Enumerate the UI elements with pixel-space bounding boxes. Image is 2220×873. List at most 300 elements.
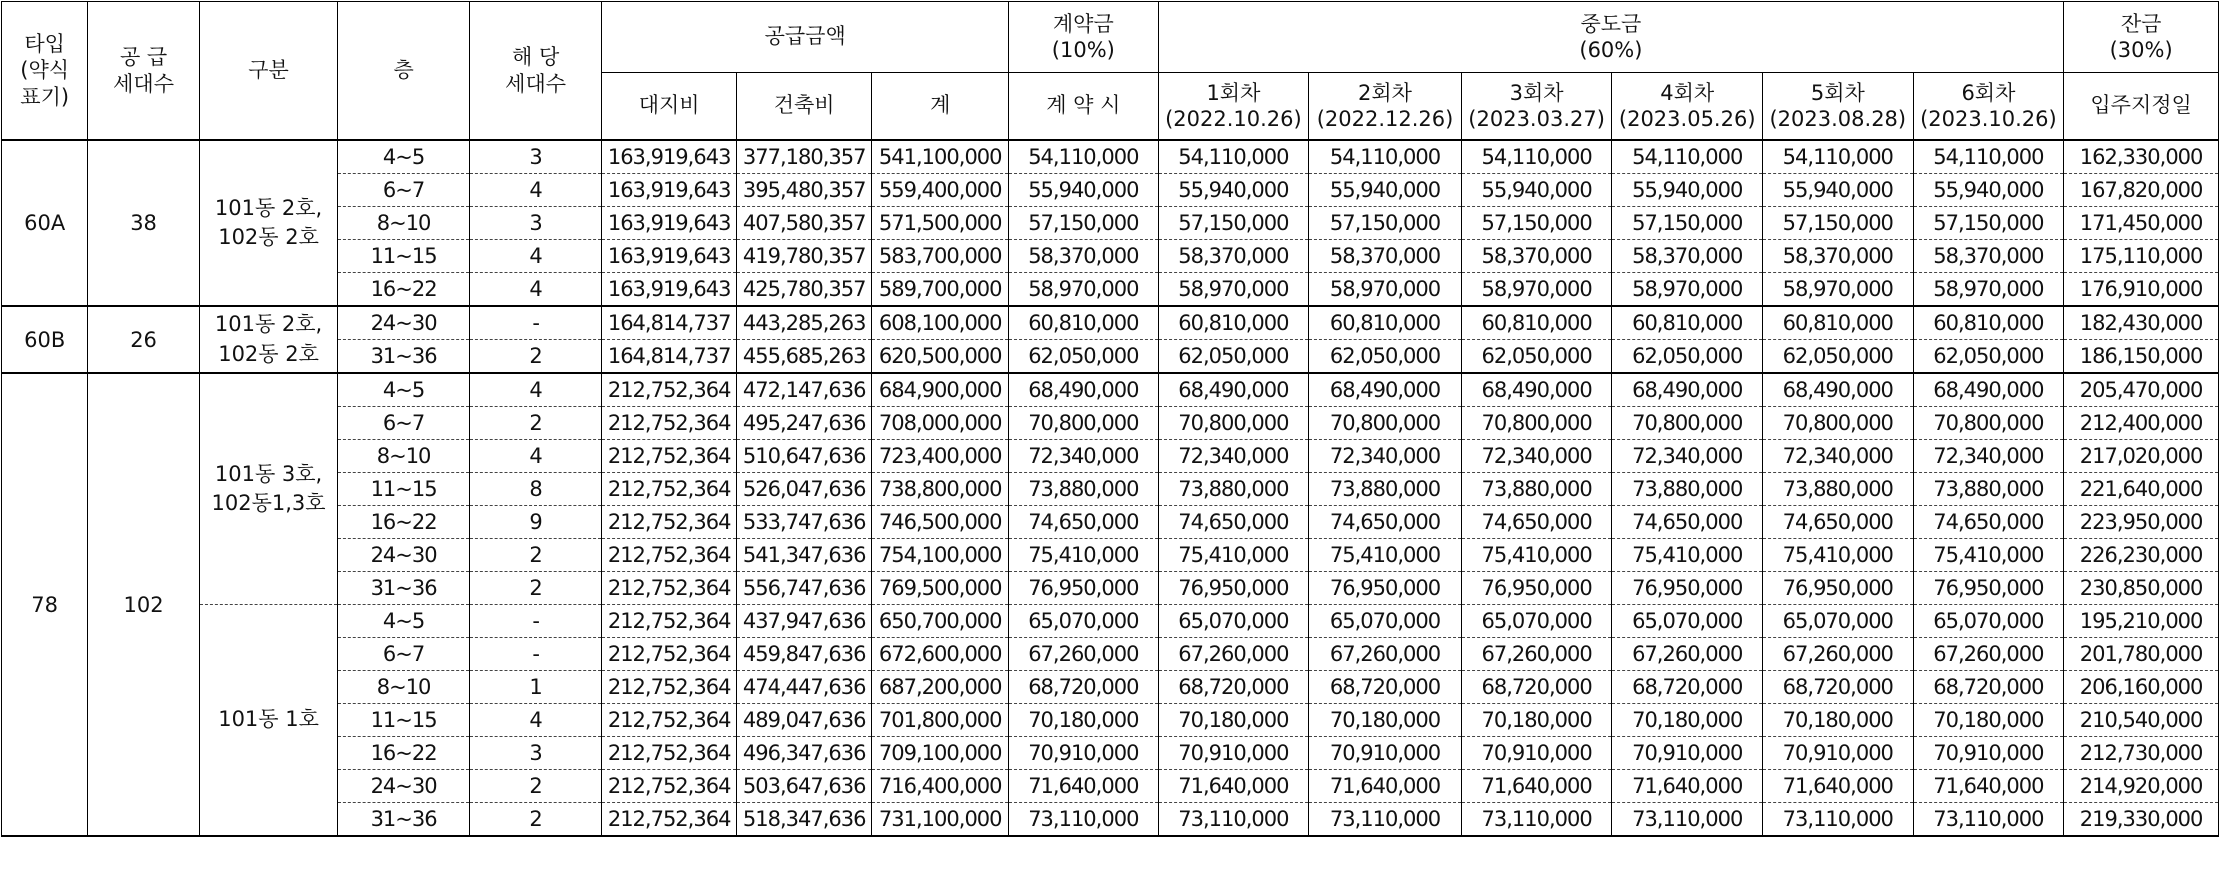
cell-installment-4: 55,940,000 [1612,174,1763,207]
cell-installment-4: 70,180,000 [1612,704,1763,737]
header-installment-4: 4회차 (2023.05.26) [1612,73,1763,141]
header-supply-price: 공급금액 [602,2,1009,73]
cell-installment-6: 74,650,000 [1913,506,2064,539]
cell-installment-2: 76,950,000 [1309,572,1462,605]
cell-installment-1: 70,800,000 [1158,407,1309,440]
cell-installment-6: 76,950,000 [1913,572,2064,605]
cell-installment-6: 65,070,000 [1913,605,2064,638]
cell-installment-2: 55,940,000 [1309,174,1462,207]
cell-type: 60B [2,306,88,373]
cell-land: 212,752,364 [602,803,737,837]
cell-floor: 16~22 [338,273,470,307]
cell-installment-1: 65,070,000 [1158,605,1309,638]
cell-installment-3: 68,490,000 [1461,373,1612,407]
cell-land: 212,752,364 [602,539,737,572]
cell-installment-3: 76,950,000 [1461,572,1612,605]
cell-land: 212,752,364 [602,473,737,506]
header-division: 구분 [199,2,338,141]
cell-installment-1: 68,490,000 [1158,373,1309,407]
cell-installment-3: 71,640,000 [1461,770,1612,803]
cell-building: 533,747,636 [736,506,872,539]
table-row [2,373,2219,407]
cell-land: 212,752,364 [602,770,737,803]
cell-installment-6: 60,810,000 [1913,306,2064,340]
cell-floor: 16~22 [338,506,470,539]
cell-installment-1: 74,650,000 [1158,506,1309,539]
cell-total: 754,100,000 [872,539,1009,572]
cell-installment-1: 55,940,000 [1158,174,1309,207]
cell-contract: 74,650,000 [1009,506,1159,539]
cell-contract: 70,910,000 [1009,737,1159,770]
cell-division: 101동 1호 [199,605,338,837]
cell-supply-units: 38 [88,140,199,306]
cell-installment-2: 62,050,000 [1309,340,1462,374]
cell-division: 101동 3호, 102동1,3호 [199,373,338,605]
cell-balance: 230,850,000 [2064,572,2219,605]
cell-installment-5: 68,490,000 [1763,373,1914,407]
cell-installment-6: 62,050,000 [1913,340,2064,374]
header-units: 해 당 세대수 [469,2,602,141]
cell-building: 495,247,636 [736,407,872,440]
cell-installment-2: 73,880,000 [1309,473,1462,506]
cell-installment-5: 68,720,000 [1763,671,1914,704]
cell-units: 3 [469,737,602,770]
cell-floor: 6~7 [338,407,470,440]
cell-floor: 4~5 [338,605,470,638]
cell-installment-5: 73,110,000 [1763,803,1914,837]
cell-building: 526,047,636 [736,473,872,506]
cell-balance: 223,950,000 [2064,506,2219,539]
cell-land: 212,752,364 [602,671,737,704]
cell-land: 212,752,364 [602,572,737,605]
cell-contract: 68,720,000 [1009,671,1159,704]
cell-installment-2: 68,490,000 [1309,373,1462,407]
cell-land: 163,919,643 [602,207,737,240]
cell-building: 472,147,636 [736,373,872,407]
cell-installment-6: 58,370,000 [1913,240,2064,273]
cell-units: 2 [469,572,602,605]
cell-installment-5: 60,810,000 [1763,306,1914,340]
cell-installment-1: 73,880,000 [1158,473,1309,506]
header-contract-when: 계 약 시 [1009,73,1159,141]
cell-installment-4: 72,340,000 [1612,440,1763,473]
cell-installment-3: 58,370,000 [1461,240,1612,273]
cell-floor: 31~36 [338,340,470,374]
cell-contract: 76,950,000 [1009,572,1159,605]
price-table [1,1,2219,837]
table-row [2,306,2219,340]
cell-installment-6: 57,150,000 [1913,207,2064,240]
cell-units: 1 [469,671,602,704]
cell-contract: 55,940,000 [1009,174,1159,207]
cell-total: 620,500,000 [872,340,1009,374]
cell-units: 8 [469,473,602,506]
cell-installment-2: 71,640,000 [1309,770,1462,803]
cell-building: 459,847,636 [736,638,872,671]
cell-units: 2 [469,803,602,837]
header-installment-5: 5회차 (2023.08.28) [1763,73,1914,141]
cell-contract: 67,260,000 [1009,638,1159,671]
cell-balance: 212,730,000 [2064,737,2219,770]
cell-contract: 58,370,000 [1009,240,1159,273]
cell-installment-5: 54,110,000 [1763,140,1914,174]
cell-floor: 6~7 [338,174,470,207]
cell-floor: 6~7 [338,638,470,671]
cell-land: 212,752,364 [602,704,737,737]
cell-installment-2: 70,180,000 [1309,704,1462,737]
cell-land: 212,752,364 [602,373,737,407]
cell-building: 437,947,636 [736,605,872,638]
cell-balance: 212,400,000 [2064,407,2219,440]
cell-balance: 182,430,000 [2064,306,2219,340]
cell-installment-1: 60,810,000 [1158,306,1309,340]
cell-installment-2: 72,340,000 [1309,440,1462,473]
cell-installment-1: 75,410,000 [1158,539,1309,572]
cell-installment-4: 75,410,000 [1612,539,1763,572]
cell-floor: 8~10 [338,440,470,473]
cell-installment-5: 70,180,000 [1763,704,1914,737]
cell-installment-4: 76,950,000 [1612,572,1763,605]
header-middle: 중도금 (60%) [1158,2,2064,73]
cell-installment-3: 74,650,000 [1461,506,1612,539]
cell-units: 2 [469,770,602,803]
cell-units: - [469,605,602,638]
cell-installment-1: 62,050,000 [1158,340,1309,374]
cell-units: 2 [469,539,602,572]
cell-installment-5: 70,800,000 [1763,407,1914,440]
cell-units: - [469,638,602,671]
cell-building: 419,780,357 [736,240,872,273]
cell-contract: 57,150,000 [1009,207,1159,240]
cell-installment-6: 70,180,000 [1913,704,2064,737]
cell-floor: 8~10 [338,671,470,704]
cell-installment-3: 75,410,000 [1461,539,1612,572]
cell-contract: 62,050,000 [1009,340,1159,374]
cell-building: 377,180,357 [736,140,872,174]
cell-floor: 24~30 [338,306,470,340]
cell-total: 687,200,000 [872,671,1009,704]
cell-installment-5: 58,370,000 [1763,240,1914,273]
header-building: 건축비 [736,73,872,141]
cell-installment-4: 70,910,000 [1612,737,1763,770]
cell-floor: 31~36 [338,803,470,837]
cell-units: 9 [469,506,602,539]
cell-installment-2: 68,720,000 [1309,671,1462,704]
cell-floor: 11~15 [338,240,470,273]
cell-installment-4: 62,050,000 [1612,340,1763,374]
cell-installment-2: 73,110,000 [1309,803,1462,837]
cell-installment-1: 70,180,000 [1158,704,1309,737]
table-body [2,140,2219,836]
cell-installment-1: 72,340,000 [1158,440,1309,473]
cell-units: 2 [469,340,602,374]
cell-installment-2: 67,260,000 [1309,638,1462,671]
cell-installment-1: 67,260,000 [1158,638,1309,671]
cell-installment-6: 73,880,000 [1913,473,2064,506]
header-contract: 계약금 (10%) [1009,2,1159,73]
cell-contract: 71,640,000 [1009,770,1159,803]
cell-installment-5: 74,650,000 [1763,506,1914,539]
cell-installment-6: 55,940,000 [1913,174,2064,207]
header-supply-units: 공 급 세대수 [88,2,199,141]
cell-supply-units: 26 [88,306,199,373]
cell-units: 4 [469,704,602,737]
cell-installment-3: 73,110,000 [1461,803,1612,837]
cell-installment-4: 70,800,000 [1612,407,1763,440]
cell-building: 541,347,636 [736,539,872,572]
cell-contract: 73,110,000 [1009,803,1159,837]
cell-total: 571,500,000 [872,207,1009,240]
cell-total: 716,400,000 [872,770,1009,803]
cell-building: 474,447,636 [736,671,872,704]
cell-balance: 175,110,000 [2064,240,2219,273]
cell-units: 3 [469,207,602,240]
cell-total: 583,700,000 [872,240,1009,273]
cell-land: 212,752,364 [602,737,737,770]
cell-installment-5: 70,910,000 [1763,737,1914,770]
cell-installment-3: 60,810,000 [1461,306,1612,340]
cell-installment-2: 58,370,000 [1309,240,1462,273]
cell-contract: 70,180,000 [1009,704,1159,737]
cell-division: 101동 2호, 102동 2호 [199,306,338,373]
cell-units: 2 [469,407,602,440]
cell-land: 212,752,364 [602,440,737,473]
cell-floor: 16~22 [338,737,470,770]
cell-installment-4: 68,720,000 [1612,671,1763,704]
cell-installment-3: 57,150,000 [1461,207,1612,240]
cell-installment-6: 73,110,000 [1913,803,2064,837]
cell-installment-4: 58,370,000 [1612,240,1763,273]
cell-contract: 73,880,000 [1009,473,1159,506]
cell-floor: 11~15 [338,473,470,506]
cell-balance: 176,910,000 [2064,273,2219,307]
cell-installment-3: 55,940,000 [1461,174,1612,207]
cell-installment-4: 60,810,000 [1612,306,1763,340]
cell-installment-2: 70,800,000 [1309,407,1462,440]
cell-installment-4: 54,110,000 [1612,140,1763,174]
cell-installment-1: 68,720,000 [1158,671,1309,704]
cell-installment-3: 54,110,000 [1461,140,1612,174]
cell-installment-6: 72,340,000 [1913,440,2064,473]
cell-land: 163,919,643 [602,240,737,273]
cell-balance: 226,230,000 [2064,539,2219,572]
cell-building: 510,647,636 [736,440,872,473]
cell-installment-4: 74,650,000 [1612,506,1763,539]
cell-installment-6: 70,800,000 [1913,407,2064,440]
header-total: 계 [872,73,1009,141]
cell-contract: 68,490,000 [1009,373,1159,407]
cell-installment-5: 73,880,000 [1763,473,1914,506]
header-floor: 층 [338,2,470,141]
header-balance: 잔금 (30%) [2064,2,2219,73]
cell-installment-1: 76,950,000 [1158,572,1309,605]
cell-balance: 205,470,000 [2064,373,2219,407]
table-row [2,140,2219,174]
cell-land: 164,814,737 [602,340,737,374]
cell-installment-4: 73,110,000 [1612,803,1763,837]
cell-floor: 11~15 [338,704,470,737]
cell-installment-6: 68,720,000 [1913,671,2064,704]
cell-contract: 60,810,000 [1009,306,1159,340]
cell-installment-4: 73,880,000 [1612,473,1763,506]
header-land: 대지비 [602,73,737,141]
cell-land: 163,919,643 [602,140,737,174]
cell-installment-3: 70,910,000 [1461,737,1612,770]
header-type: 타입 (약식 표기) [2,2,88,141]
cell-floor: 8~10 [338,207,470,240]
cell-installment-5: 65,070,000 [1763,605,1914,638]
cell-installment-5: 57,150,000 [1763,207,1914,240]
cell-total: 709,100,000 [872,737,1009,770]
cell-units: 4 [469,440,602,473]
cell-installment-3: 65,070,000 [1461,605,1612,638]
cell-total: 708,000,000 [872,407,1009,440]
cell-installment-6: 68,490,000 [1913,373,2064,407]
cell-floor: 24~30 [338,770,470,803]
cell-total: 769,500,000 [872,572,1009,605]
cell-balance: 186,150,000 [2064,340,2219,374]
cell-total: 738,800,000 [872,473,1009,506]
cell-units: 4 [469,373,602,407]
header-installment-2: 2회차 (2022.12.26) [1309,73,1462,141]
cell-balance: 162,330,000 [2064,140,2219,174]
cell-land: 212,752,364 [602,506,737,539]
cell-installment-2: 75,410,000 [1309,539,1462,572]
cell-building: 407,580,357 [736,207,872,240]
cell-type: 60A [2,140,88,306]
cell-installment-1: 58,970,000 [1158,273,1309,307]
cell-installment-4: 71,640,000 [1612,770,1763,803]
cell-type: 78 [2,373,88,836]
cell-total: 589,700,000 [872,273,1009,307]
cell-total: 541,100,000 [872,140,1009,174]
cell-total: 701,800,000 [872,704,1009,737]
cell-land: 212,752,364 [602,605,737,638]
cell-total: 608,100,000 [872,306,1009,340]
cell-total: 559,400,000 [872,174,1009,207]
cell-installment-1: 71,640,000 [1158,770,1309,803]
cell-installment-6: 67,260,000 [1913,638,2064,671]
cell-installment-1: 70,910,000 [1158,737,1309,770]
cell-installment-1: 58,370,000 [1158,240,1309,273]
table-header [2,2,2219,141]
cell-units: 4 [469,273,602,307]
cell-contract: 72,340,000 [1009,440,1159,473]
cell-total: 723,400,000 [872,440,1009,473]
cell-installment-3: 72,340,000 [1461,440,1612,473]
cell-installment-3: 58,970,000 [1461,273,1612,307]
cell-installment-3: 67,260,000 [1461,638,1612,671]
cell-floor: 24~30 [338,539,470,572]
cell-supply-units: 102 [88,373,199,836]
cell-installment-4: 67,260,000 [1612,638,1763,671]
cell-contract: 70,800,000 [1009,407,1159,440]
cell-installment-6: 70,910,000 [1913,737,2064,770]
cell-balance: 219,330,000 [2064,803,2219,837]
cell-installment-4: 57,150,000 [1612,207,1763,240]
cell-balance: 201,780,000 [2064,638,2219,671]
cell-units: - [469,306,602,340]
cell-balance: 214,920,000 [2064,770,2219,803]
cell-installment-3: 73,880,000 [1461,473,1612,506]
cell-installment-2: 70,910,000 [1309,737,1462,770]
cell-building: 489,047,636 [736,704,872,737]
cell-contract: 65,070,000 [1009,605,1159,638]
cell-contract: 75,410,000 [1009,539,1159,572]
cell-installment-5: 62,050,000 [1763,340,1914,374]
cell-installment-2: 65,070,000 [1309,605,1462,638]
cell-balance: 210,540,000 [2064,704,2219,737]
cell-building: 425,780,357 [736,273,872,307]
cell-installment-5: 67,260,000 [1763,638,1914,671]
cell-installment-5: 75,410,000 [1763,539,1914,572]
cell-installment-1: 57,150,000 [1158,207,1309,240]
cell-total: 731,100,000 [872,803,1009,837]
table-row [2,605,2219,638]
cell-installment-5: 76,950,000 [1763,572,1914,605]
cell-installment-4: 58,970,000 [1612,273,1763,307]
cell-balance: 195,210,000 [2064,605,2219,638]
cell-land: 163,919,643 [602,174,737,207]
cell-building: 496,347,636 [736,737,872,770]
cell-units: 4 [469,240,602,273]
header-installment-6: 6회차 (2023.10.26) [1913,73,2064,141]
cell-division: 101동 2호, 102동 2호 [199,140,338,306]
cell-total: 684,900,000 [872,373,1009,407]
cell-floor: 4~5 [338,140,470,174]
cell-land: 164,814,737 [602,306,737,340]
cell-installment-1: 54,110,000 [1158,140,1309,174]
cell-installment-6: 58,970,000 [1913,273,2064,307]
cell-balance: 217,020,000 [2064,440,2219,473]
cell-installment-2: 58,970,000 [1309,273,1462,307]
cell-installment-3: 62,050,000 [1461,340,1612,374]
cell-installment-2: 74,650,000 [1309,506,1462,539]
cell-building: 556,747,636 [736,572,872,605]
cell-land: 212,752,364 [602,407,737,440]
cell-installment-1: 73,110,000 [1158,803,1309,837]
cell-total: 746,500,000 [872,506,1009,539]
cell-installment-5: 58,970,000 [1763,273,1914,307]
cell-installment-6: 71,640,000 [1913,770,2064,803]
cell-land: 212,752,364 [602,638,737,671]
cell-installment-4: 68,490,000 [1612,373,1763,407]
cell-installment-5: 55,940,000 [1763,174,1914,207]
cell-floor: 4~5 [338,373,470,407]
cell-building: 503,647,636 [736,770,872,803]
cell-balance: 206,160,000 [2064,671,2219,704]
cell-installment-6: 54,110,000 [1913,140,2064,174]
cell-balance: 167,820,000 [2064,174,2219,207]
header-installment-3: 3회차 (2023.03.27) [1461,73,1612,141]
cell-installment-3: 70,180,000 [1461,704,1612,737]
cell-total: 650,700,000 [872,605,1009,638]
cell-installment-5: 72,340,000 [1763,440,1914,473]
header-movein: 입주지정일 [2064,73,2219,141]
cell-contract: 54,110,000 [1009,140,1159,174]
cell-installment-3: 68,720,000 [1461,671,1612,704]
cell-units: 3 [469,140,602,174]
cell-installment-2: 57,150,000 [1309,207,1462,240]
cell-floor: 31~36 [338,572,470,605]
cell-installment-2: 54,110,000 [1309,140,1462,174]
cell-contract: 58,970,000 [1009,273,1159,307]
cell-installment-5: 71,640,000 [1763,770,1914,803]
cell-balance: 221,640,000 [2064,473,2219,506]
cell-total: 672,600,000 [872,638,1009,671]
cell-building: 455,685,263 [736,340,872,374]
cell-building: 443,285,263 [736,306,872,340]
